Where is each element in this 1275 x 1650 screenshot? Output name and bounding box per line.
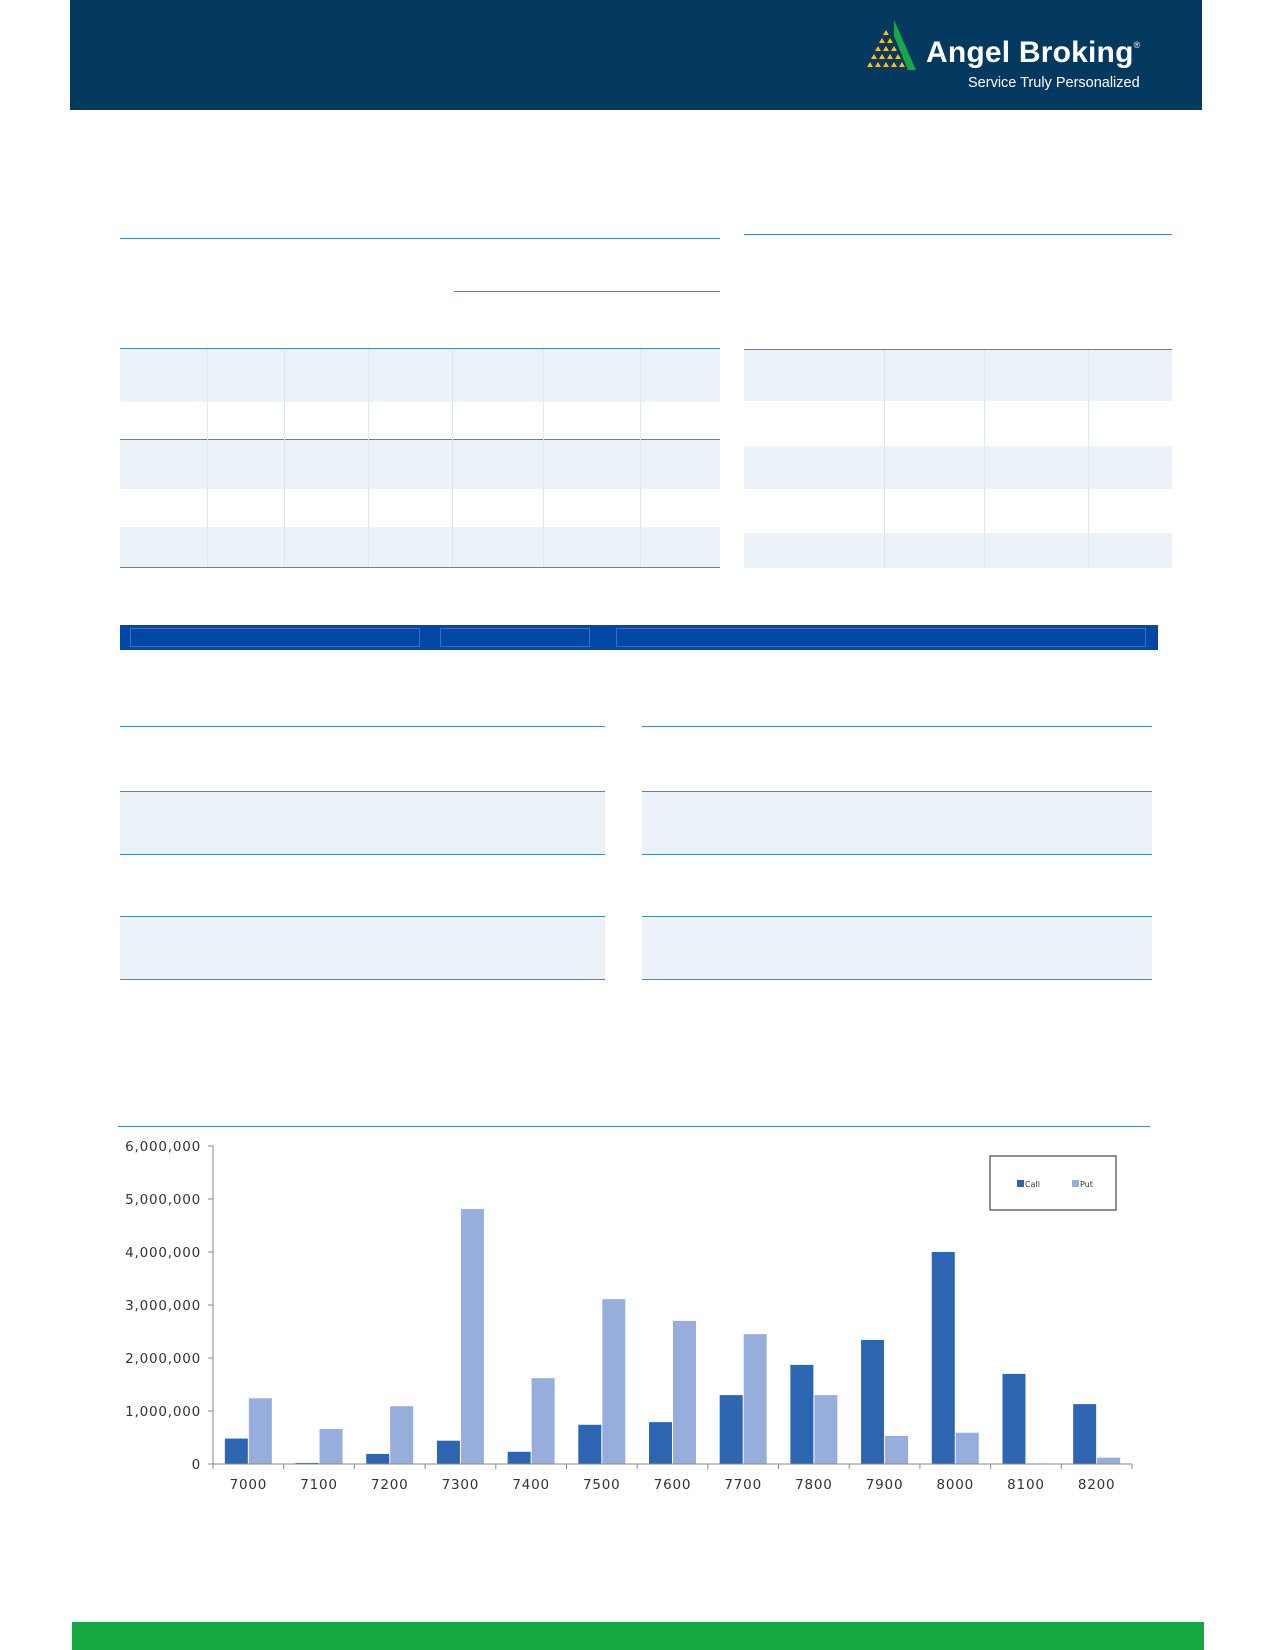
x-tick-label: 7000 [229, 1477, 268, 1493]
header-banner [70, 0, 1202, 110]
bar-put-7200 [390, 1406, 413, 1464]
chart-section-rule [118, 1126, 1150, 1127]
bar-chart [110, 1138, 1150, 1508]
chart-legend [990, 1156, 1116, 1210]
bar-put-7800 [814, 1395, 837, 1464]
y-tick-label: 5,000,000 [125, 1192, 201, 1208]
legend-label-call: Call [1025, 1180, 1040, 1189]
bar-call-7300 [437, 1441, 460, 1464]
angel-broking-logo[interactable] [864, 18, 1164, 98]
bar-put-7600 [673, 1321, 696, 1464]
table-row [744, 446, 1172, 489]
legend-swatch-put [1072, 1180, 1079, 1187]
x-tick-label: 7800 [795, 1477, 833, 1493]
y-tick-label: 4,000,000 [125, 1245, 201, 1261]
x-tick-label: 7400 [512, 1477, 550, 1493]
bar-call-7200 [366, 1454, 389, 1464]
legend-label-put: Put [1080, 1180, 1093, 1189]
legend-swatch-call [1017, 1180, 1024, 1187]
table-row [642, 917, 1152, 979]
bar-call-7000 [225, 1439, 248, 1464]
table-row [120, 917, 605, 979]
legend-box [990, 1156, 1116, 1210]
x-tick-label: 7100 [300, 1477, 338, 1493]
bar-put-7900 [885, 1436, 908, 1464]
footer-bar [72, 1622, 1204, 1650]
x-tick-label: 8000 [936, 1477, 975, 1493]
y-tick-label: 6,000,000 [125, 1139, 201, 1155]
bar-put-7300 [461, 1209, 484, 1464]
table-row [744, 533, 1172, 568]
bar-put-7500 [602, 1299, 625, 1464]
table-row [120, 349, 720, 402]
x-tick-label: 7900 [865, 1477, 904, 1493]
bar-put-7700 [744, 1334, 767, 1464]
bar-put-7400 [532, 1378, 555, 1464]
brand-tagline: Service Truly Personalized [968, 75, 1140, 91]
table-row [120, 792, 605, 854]
bar-call-7800 [790, 1365, 813, 1464]
table-row [642, 792, 1152, 854]
bar-put-8200 [1097, 1458, 1120, 1464]
x-tick-label: 8200 [1077, 1477, 1116, 1493]
bar-put-7000 [249, 1398, 272, 1464]
y-tick-label: 1,000,000 [125, 1404, 201, 1420]
x-tick-label: 7200 [370, 1477, 409, 1493]
bar-call-8200 [1073, 1404, 1096, 1464]
y-tick-label: 2,000,000 [125, 1351, 201, 1367]
bar-put-7100 [320, 1429, 343, 1464]
table-row [744, 350, 1172, 401]
bar-call-7900 [861, 1340, 884, 1464]
bar-call-7500 [578, 1425, 601, 1464]
bar-call-7600 [649, 1422, 672, 1464]
x-tick-label: 7500 [583, 1477, 621, 1493]
table-row [120, 527, 720, 567]
brand-name: Angel Broking® [926, 36, 1141, 69]
y-tick-label: 0 [191, 1457, 201, 1473]
x-tick-label: 7600 [653, 1477, 692, 1493]
table-row [120, 440, 720, 489]
pyramid-logo-icon [864, 20, 920, 74]
x-tick-label: 8100 [1007, 1477, 1045, 1493]
x-tick-label: 7700 [724, 1477, 762, 1493]
bar-call-7700 [720, 1395, 743, 1464]
bar-call-7400 [508, 1452, 531, 1464]
bar-call-8100 [1002, 1374, 1025, 1464]
open-interest-chart [110, 1138, 1150, 1508]
y-tick-label: 3,000,000 [125, 1298, 201, 1314]
bar-put-8000 [956, 1433, 979, 1464]
bar-call-8000 [932, 1252, 955, 1464]
x-tick-label: 7300 [441, 1477, 480, 1493]
section-header-bar [120, 625, 1158, 650]
